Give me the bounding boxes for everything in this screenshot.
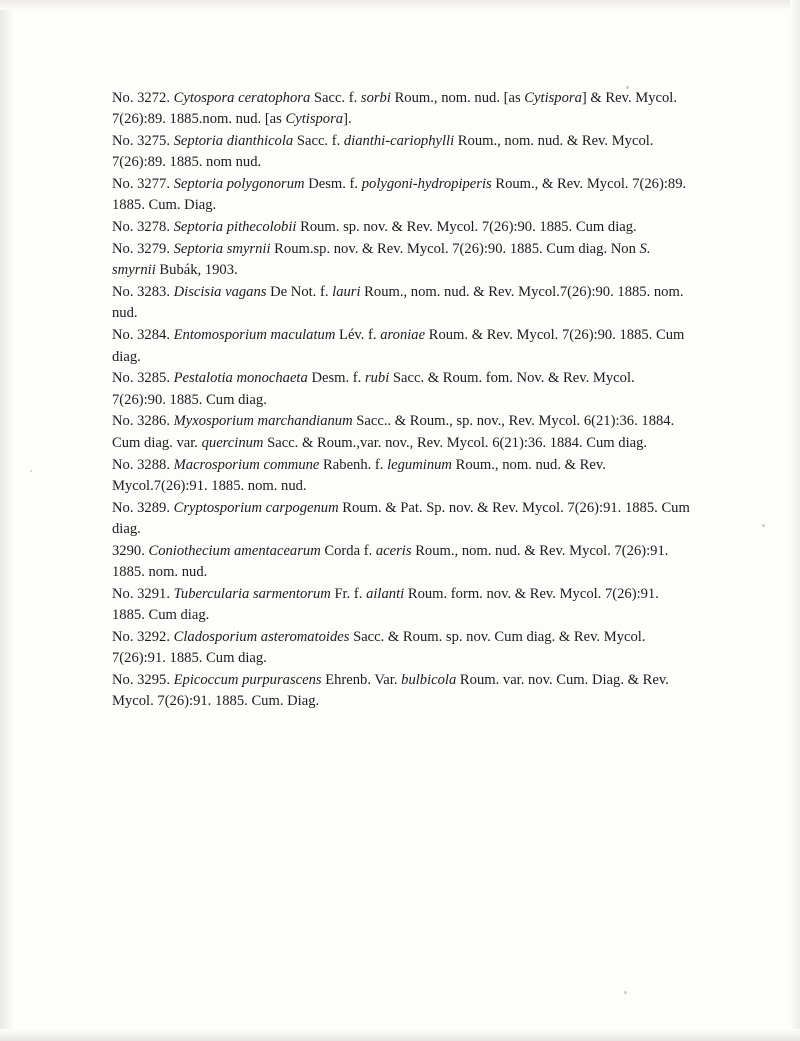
taxon-name: Coniothecium amentacearum bbox=[148, 542, 321, 559]
page-edge-shadow-left bbox=[0, 0, 14, 1041]
entry-text: Lév. f. bbox=[335, 327, 381, 344]
catalog-entry bbox=[112, 217, 690, 238]
taxon-name: S. smyrnii bbox=[112, 241, 655, 279]
catalog-entry bbox=[112, 239, 690, 282]
scan-speck bbox=[624, 991, 627, 994]
entry-text: Roum. form. nov. & Rev. Mycol. 7(26):91. 1885. Cum diag. bbox=[112, 585, 663, 624]
taxon-name: leguminum bbox=[387, 456, 452, 473]
taxon-name: Septoria pithecolobii bbox=[173, 219, 297, 236]
taxon-name: Tubercularia sarmentorum bbox=[173, 585, 331, 602]
entry-text: No. 3288. bbox=[112, 456, 174, 473]
catalog-entry bbox=[112, 541, 690, 584]
entry-text: No. 3272. bbox=[112, 90, 174, 106]
entry-text: No. 3291. bbox=[112, 585, 174, 602]
catalog-entry bbox=[112, 282, 690, 325]
entry-text: De Not. f. bbox=[266, 284, 333, 301]
taxon-name: ailanti bbox=[366, 585, 405, 602]
entry-text: No. 3279. bbox=[112, 241, 174, 258]
taxon-name: aceris bbox=[375, 542, 412, 559]
entry-text: Roum., nom. nud. & Rev. Mycol. 7(26):89. 1885. nom nud. bbox=[112, 133, 658, 171]
taxon-name: bulbicola bbox=[401, 672, 457, 689]
page-edge-shadow-top bbox=[0, 0, 800, 10]
entry-text: Sacc. & Roum. fom. Nov. & Rev. Mycol. 7(26):90. 1885. Cum diag. bbox=[112, 370, 639, 408]
entry-text: Sacc. f. bbox=[293, 133, 344, 150]
taxon-name: rubi bbox=[364, 370, 390, 387]
taxon-name: Septoria smyrnii bbox=[173, 241, 271, 258]
page-edge-shadow-right bbox=[790, 0, 800, 1041]
taxon-name: lauri bbox=[332, 284, 361, 301]
catalog-entry bbox=[112, 627, 690, 670]
entry-text: Roum., nom. nud. & Rev. Mycol. 7(26):91. 1885. nom. nud. bbox=[112, 542, 673, 581]
taxon-name: Macrosporium commune bbox=[173, 456, 320, 473]
entry-text: Roum. & Rev. Mycol. 7(26):90. 1885. Cum diag. bbox=[112, 327, 689, 365]
entry-text: ] & Rev. Mycol. 7(26):89. 1885.nom. nud. [as bbox=[112, 90, 681, 128]
entry-text: Roum., nom. nud. & Rev. Mycol.7(26):91. 1885. nom. nud. bbox=[112, 456, 610, 494]
taxon-name: Cryptosporium carpogenum bbox=[173, 499, 339, 516]
entry-text: Rabenh. f. bbox=[319, 456, 388, 473]
catalog-entry bbox=[112, 584, 690, 627]
entry-text: Corda f. bbox=[320, 542, 376, 559]
entry-text: No. 3277. bbox=[112, 176, 174, 193]
entry-text: 3290. bbox=[112, 542, 149, 559]
taxon-name: aroniae bbox=[380, 327, 426, 344]
scan-speck bbox=[30, 470, 32, 472]
taxon-name: Septoria polygonorum bbox=[173, 176, 305, 193]
taxon-name: Epicoccum purpurascens bbox=[173, 672, 322, 689]
entry-text: Desm. f. bbox=[304, 176, 362, 193]
entry-text: No. 3283. bbox=[112, 284, 174, 301]
document-text-body bbox=[112, 88, 694, 713]
taxon-name: Myxosporium marchandianum bbox=[173, 413, 353, 430]
catalog-entry bbox=[112, 131, 690, 174]
entry-text: Roum.sp. nov. & Rev. Mycol. 7(26):90. 1885. Cum diag. Non bbox=[270, 241, 640, 258]
scan-speck bbox=[762, 524, 765, 527]
entry-text: Sacc. & Roum.,var. nov., Rev. Mycol. 6(21):36. 1884. Cum diag. bbox=[263, 434, 648, 451]
entry-text: Fr. f. bbox=[330, 585, 367, 602]
taxon-name: Cytispora bbox=[524, 90, 582, 106]
entry-text: Roum., & Rev. Mycol. 7(26):89. 1885. Cum. Diag. bbox=[112, 176, 690, 214]
entry-text: Roum. var. nov. Cum. Diag. & Rev. Mycol. 7(26):91. 1885. Cum. Diag. bbox=[112, 672, 673, 710]
taxon-name: Entomosporium maculatum bbox=[173, 327, 336, 344]
taxon-name: Cladosporium asteromatoides bbox=[173, 628, 350, 645]
catalog-entry bbox=[112, 498, 694, 541]
entry-text: Roum. sp. nov. & Rev. Mycol. 7(26):90. 1885. Cum diag. bbox=[296, 219, 637, 236]
entry-text: Ehrenb. Var. bbox=[321, 672, 402, 689]
entry-text: No. 3295. bbox=[112, 672, 174, 689]
entry-text: Roum., nom. nud. & Rev. Mycol.7(26):90. 1885. nom. nud. bbox=[112, 284, 688, 322]
taxon-name: quercinum bbox=[201, 434, 264, 451]
entry-text: Roum., nom. nud. [as bbox=[390, 90, 525, 106]
taxon-name: polygoni-hydropiperis bbox=[361, 176, 492, 193]
entry-text: No. 3286. bbox=[112, 413, 174, 430]
entry-text: No. 3278. bbox=[112, 219, 174, 236]
catalog-entry bbox=[112, 325, 690, 368]
taxon-name: dianthi-cariophylli bbox=[343, 133, 455, 150]
catalog-entry bbox=[112, 174, 690, 217]
entry-text: Sacc.. & Roum., sp. nov., Rev. Mycol. 6(21):36. 1884. Cum diag. var. bbox=[112, 413, 678, 451]
catalog-entry bbox=[112, 411, 690, 454]
taxon-name: sorbi bbox=[360, 90, 391, 106]
page-edge-shadow-bottom bbox=[0, 1029, 800, 1041]
catalog-entry bbox=[112, 455, 690, 498]
taxon-name: Cytospora ceratophora bbox=[173, 90, 311, 106]
entry-text: No. 3275. bbox=[112, 133, 174, 150]
entry-text: No. 3284. bbox=[112, 327, 174, 344]
catalog-entry bbox=[112, 88, 690, 131]
taxon-name: Pestalotia monochaeta bbox=[173, 370, 308, 387]
taxon-name: Discisia vagans bbox=[173, 284, 267, 301]
catalog-entry bbox=[112, 368, 690, 411]
entry-text: Bubák, 1903. bbox=[155, 262, 238, 279]
entry-text: Roum. & Pat. Sp. nov. & Rev. Mycol. 7(26):91. 1885. Cum diag. bbox=[112, 499, 694, 537]
entry-text: Desm. f. bbox=[307, 370, 365, 387]
entry-text: No. 3289. bbox=[112, 499, 174, 516]
entry-text: ]. bbox=[343, 111, 352, 128]
entry-text: Sacc. f. bbox=[310, 90, 361, 106]
taxon-name: Cytispora bbox=[285, 111, 344, 128]
entry-text: No. 3285. bbox=[112, 370, 174, 387]
taxon-name: Septoria dianthicola bbox=[173, 133, 294, 150]
entry-text: Sacc. & Roum. sp. nov. Cum diag. & Rev. Mycol. 7(26):91. 1885. Cum diag. bbox=[112, 628, 650, 667]
catalog-entry bbox=[112, 670, 690, 713]
entry-text: No. 3292. bbox=[112, 628, 174, 645]
